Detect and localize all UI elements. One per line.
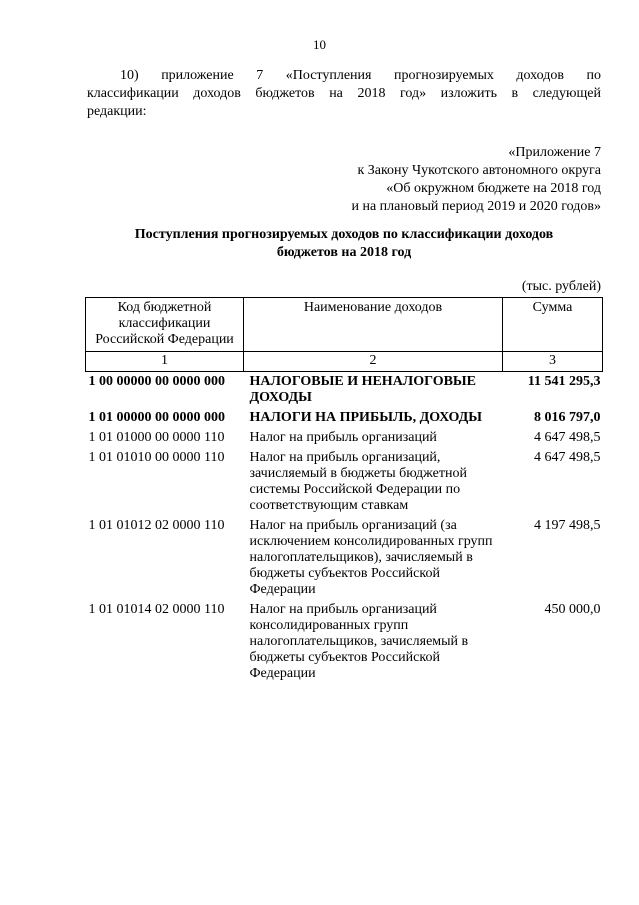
intro-line-1 (87, 67, 601, 85)
column-number: 2 (244, 352, 503, 372)
intro-word: изложить (440, 86, 497, 101)
table-column-numbers-row (86, 352, 603, 372)
appendix-reference (351, 144, 601, 216)
intro-line-3: редакции: (87, 104, 147, 119)
header-sum: Сумма (503, 298, 603, 352)
intro-word: 10) (120, 68, 139, 83)
row-name: Налог на прибыль организаций консолидированных групп налогоплательщиков, зачисляемый в бюджеты субъектов Российской Федерации (249, 602, 469, 681)
intro-word: в (511, 86, 519, 101)
title-line-1: Поступления прогнозируемых доходов по классификации доходов (134, 227, 554, 242)
row-sum: 11 541 295,3 (527, 374, 601, 389)
intro-word: год» (399, 86, 427, 101)
row-sum: 4 647 498,5 (534, 430, 601, 445)
table-row (86, 372, 603, 410)
row-code: 1 00 00000 00 0000 000 (88, 374, 225, 389)
table-row (86, 517, 603, 601)
intro-paragraph (87, 67, 601, 121)
intro-word: 2018 (357, 86, 386, 101)
intro-word: классификации (87, 86, 179, 101)
revenue-table (85, 297, 603, 685)
intro-word: «Поступления (285, 68, 372, 83)
document-title (87, 226, 601, 262)
units-label: (тыс. рублей) (521, 279, 601, 294)
row-name: Налог на прибыль организаций (249, 430, 437, 445)
row-sum: 450 000,0 (544, 602, 601, 617)
header-name: Наименование доходов (244, 298, 503, 352)
table-header-row (86, 298, 603, 352)
intro-word: доходов (193, 86, 241, 101)
row-code: 1 01 01010 00 0000 110 (88, 450, 225, 465)
intro-word: прогнозируемых (394, 68, 494, 83)
table-row (86, 449, 603, 517)
appendix-line: к Закону Чукотского автономного округа (357, 163, 601, 178)
intro-line-2 (87, 85, 601, 103)
column-number: 3 (503, 352, 603, 372)
row-name: НАЛОГИ НА ПРИБЫЛЬ, ДОХОДЫ (249, 410, 483, 425)
appendix-line: «Об окружном бюджете на 2018 год (386, 181, 601, 196)
title-line-2: бюджетов на 2018 год (276, 245, 412, 260)
intro-word: следующей (532, 86, 601, 101)
row-name: Налог на прибыль организаций (за исключением консолидированных групп налогоплательщиков), зачисляемый в бюджеты субъектов Российской Федерации (249, 518, 493, 597)
row-code: 1 01 01012 02 0000 110 (88, 518, 225, 533)
row-sum: 8 016 797,0 (534, 410, 601, 425)
row-sum: 4 197 498,5 (534, 518, 601, 533)
row-name: НАЛОГОВЫЕ И НЕНАЛОГОВЫЕ ДОХОДЫ (249, 374, 477, 405)
intro-word: по (586, 68, 601, 83)
intro-word: 7 (256, 68, 264, 83)
page-number: 10 (313, 37, 326, 52)
row-name: Налог на прибыль организаций, зачисляемый в бюджеты бюджетной системы Российской Федерации по соответствующим ставкам (249, 450, 467, 513)
row-code: 1 01 00000 00 0000 000 (88, 410, 225, 425)
header-code: Код бюджетной классификации Российской Федерации (86, 298, 244, 352)
column-number: 1 (86, 352, 244, 372)
table-row (86, 409, 603, 429)
intro-word: на (329, 86, 343, 101)
intro-word: приложение (161, 68, 234, 83)
row-code: 1 01 01000 00 0000 110 (88, 430, 225, 445)
table-row (86, 601, 603, 685)
intro-word: доходов (516, 68, 564, 83)
row-code: 1 01 01014 02 0000 110 (88, 602, 225, 617)
row-sum: 4 647 498,5 (534, 450, 601, 465)
intro-word: бюджетов (255, 86, 315, 101)
appendix-line: и на плановый период 2019 и 2020 годов» (351, 199, 601, 214)
table-row (86, 429, 603, 449)
appendix-line: «Приложение 7 (508, 145, 601, 160)
